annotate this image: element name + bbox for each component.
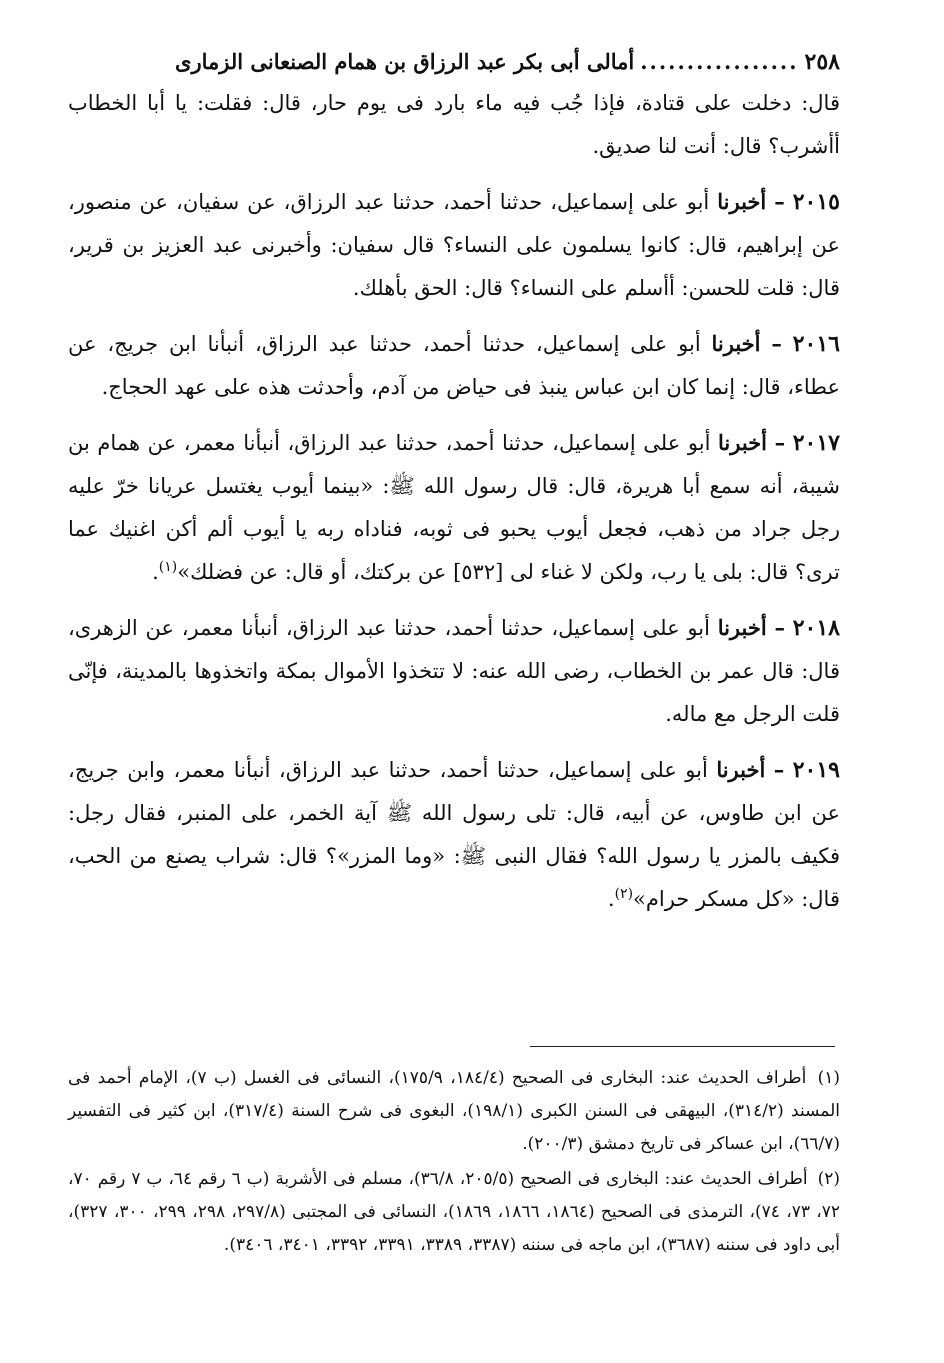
- entry-number: ٢٠١٥: [792, 189, 840, 215]
- footnote-text: أطراف الحديث عند: البخارى فى الصحيح (١٨٤/٤، ١٧٥/٩)، النسائى فى الغسل (ب ٧)، الإمام أحمد فى المسند (٣١٤/٢)، البيهقى فى السنن الكبرى (١٩٨/١)، البغوى فى شرح السنة (٣١٧/٤)، ابن كثير فى التفسير (٦٦/٧)، ابن عساكر فى تاريخ دمشق (٢٠٠/٣).: [68, 1068, 840, 1154]
- entry-lead-phrase: أخبرنا: [717, 615, 767, 640]
- entry-dash: –: [773, 757, 785, 782]
- entry-text: أبو على إسماعيل، حدثنا أحمد، حدثنا عبد الرزاق، أنبأنا معمر، وابن جريج، عن ابن طاوس، عن أبيه، قال: تلى رسول الله ﷺ آية الخمر، على المنبر، فقال رجل: فكيف بالمزر يا رسول الله؟ فقال النبى ﷺ: «وما المزر»؟ قال: شراب يصنع من الحب، قال: «كل مسكر حرام»: [68, 758, 840, 911]
- entry-lead-phrase: أخبرنا: [711, 331, 761, 356]
- entry-text: أبو على إسماعيل، حدثنا أحمد، حدثنا عبد الرزاق، أنبأنا ابن جريج، عن عطاء، قال: إنما كان ابن عباس ينبذ فى حياض من آدم، وأحدثت هذه على عهد الحجاج.: [68, 332, 840, 399]
- page-content: [68, 42, 840, 933]
- header-leader-dots: .................: [640, 49, 799, 74]
- entry-number: ٢٠١٩: [792, 757, 840, 783]
- hadith-entry: [68, 606, 840, 736]
- page-number: ٢٥٨: [804, 49, 840, 75]
- hadith-entry: [68, 322, 840, 409]
- footnotes: [68, 1062, 840, 1264]
- entry-text: أبو على إسماعيل، حدثنا أحمد، حدثنا عبد الرزاق، أنبأنا معمر، عن الزهرى، قال: قال عمر بن الخطاب، رضى الله عنه: لا تتخذوا الأموال بمكة واتخذوها بالمدينة، فإنّى قلت الرجل مع ماله.: [68, 616, 840, 726]
- hadith-entry: ٢٠١٩ – أخبرنا أبو على إسماعيل، حدثنا أحمد، حدثنا عبد الرزاق، أنبأنا معمر، وابن جريج، عن ابن طاوس، عن أبيه، قال: تلى رسول الله ﷺ آية الخمر، على المنبر، فقال رجل: فكيف بالمزر يا رسول الله؟ فقال النبى ﷺ: «وما المزر»؟ قال: شراب يصنع من الحب، قال: «كل مسكر حرام»$^{(٢)}$.: [68, 757, 840, 911]
- footnote-label: (١): [817, 1068, 841, 1088]
- entry-lead-phrase: أخبرنا: [716, 757, 766, 782]
- hadith-entry: [68, 180, 840, 310]
- entry-dash: –: [771, 331, 782, 356]
- footnote-reference[interactable]: (١): [158, 559, 178, 575]
- entry-number: ٢٠١٨: [792, 615, 840, 641]
- entry-lead-phrase: أخبرنا: [717, 189, 767, 214]
- footnote-reference[interactable]: (٢): [614, 886, 634, 902]
- footnote-label: (٢): [817, 1169, 841, 1189]
- entry-number: ٢٠١٧: [792, 430, 840, 456]
- footnote-divider: [530, 1046, 835, 1047]
- footnote: [68, 1163, 840, 1262]
- hadith-entry: ٢٠١٧ – أخبرنا أبو على إسماعيل، حدثنا أحمد، حدثنا عبد الرزاق، أنبأنا معمر، عن همام بن شيبة، أنه سمع أبا هريرة، قال: قال رسول الله ﷺ: «بينما أيوب يغتسل عريانا خرّ عليه رجل جراد من ذهب، فجعل أيوب يحبو فى ثوبه، فناداه ربه يا أيوب ألم أكن اغنيك عما ترى؟ قال: بلى يا رب، ولكن لا غناء لى [٥٣٢] عن بركتك، أو قال: عن فضلك»$^{(١)}$.: [68, 430, 840, 584]
- entry-text: أبو على إسماعيل، حدثنا أحمد، حدثنا عبد الرزاق، أنبأنا معمر، عن همام بن شيبة، أنه سمع أبا هريرة، قال: قال رسول الله ﷺ: «بينما أيوب يغتسل عريانا خرّ عليه رجل جراد من ذهب، فجعل أيوب يحبو فى ثوبه، فناداه ربه يا أيوب ألم أكن اغنيك عما ترى؟ قال: بلى يا رب، ولكن لا غناء لى [٥٣٢] عن بركتك، أو قال: عن فضلك»: [68, 431, 840, 584]
- running-head: [68, 42, 840, 82]
- entry-dash: –: [774, 615, 785, 640]
- entry-number: ٢٠١٦: [792, 331, 840, 357]
- book-title: أمالى أبى بكر عبد الرزاق بن همام الصنعانى الزمارى: [175, 49, 635, 74]
- entry-dash: –: [774, 430, 786, 455]
- entry-lead-phrase: أخبرنا: [718, 430, 768, 455]
- footnote-text: أطراف الحديث عند: البخارى فى الصحيح (٢٠٥/٥، ٣٦/٨)، مسلم فى الأشربة (ب ٦ رقم ٦٤، ب ٧ رقم ٧٠، ٧٢، ٧٣، ٧٤)، الترمذى فى الصحيح (١٨٦٤، ١٨٦٦، ١٨٦٩)، النسائى فى المجتبى (٢٩٧/٨، ٢٩٨، ٢٩٩، ٣٠٠، ٣٢٧)، أبى داود فى سننه (٣٦٨٧)، ابن ماجه فى سننه (٣٣٨٧، ٣٣٨٩، ٣٣٩١، ٣٣٩٢، ٣٤٠١، ٣٤٠٦).: [68, 1169, 840, 1255]
- entry-dash: –: [774, 189, 785, 214]
- footnote: [68, 1062, 840, 1161]
- intro-paragraph: قال: دخلت على قتادة، فإذا جُب فيه ماء بارد فى يوم حار، قال: فقلت: يا أبا الخطاب أأشرب؟ قال: أنت لنا صديق.: [68, 91, 840, 158]
- entry-text: أبو على إسماعيل، حدثنا أحمد، حدثنا عبد الرزاق، عن سفيان، عن منصور، عن إبراهيم، قال: كانوا يسلمون على النساء؟ قال سفيان: وأخبرنى عبد العزيز بن قرير، قال: قلت للحسن: أأسلم على النساء؟ قال: الحق بأهلك.: [68, 190, 840, 300]
